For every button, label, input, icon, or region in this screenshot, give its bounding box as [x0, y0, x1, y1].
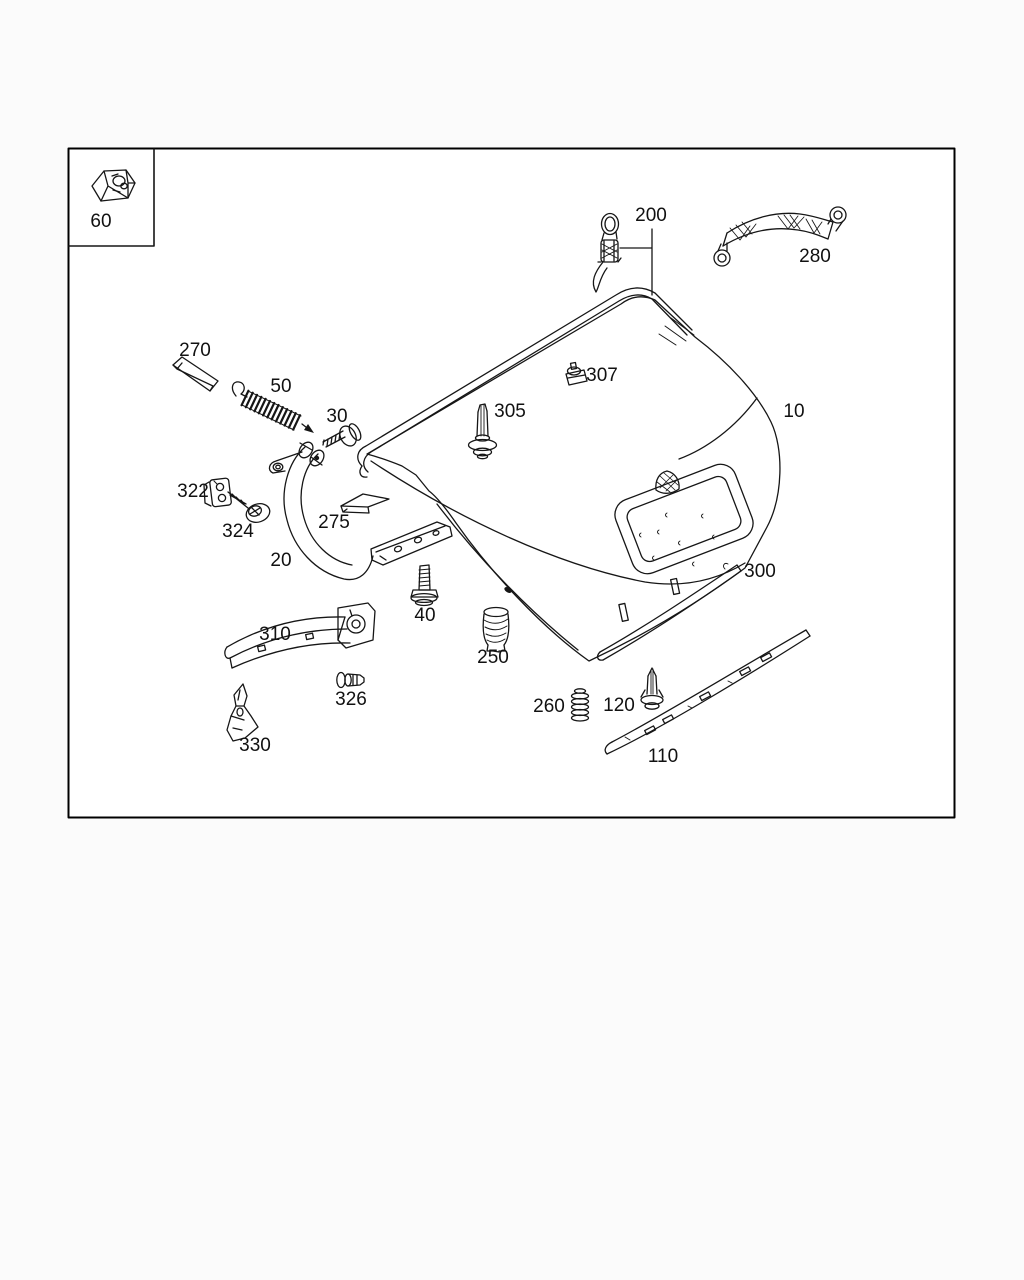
part-label-324[interactable]: 324: [222, 521, 254, 542]
part-label-305[interactable]: 305: [494, 401, 526, 422]
part-label-60[interactable]: 60: [90, 211, 112, 232]
part-label-322[interactable]: 322: [177, 481, 209, 502]
part-label-326[interactable]: 326: [335, 689, 367, 710]
part-label-250[interactable]: 250: [477, 647, 509, 668]
part-label-260[interactable]: 260: [533, 696, 565, 717]
part-label-40[interactable]: 40: [414, 605, 436, 626]
part-label-20[interactable]: 20: [270, 550, 292, 571]
part-label-275[interactable]: 275: [318, 512, 350, 533]
part-label-10[interactable]: 10: [783, 401, 805, 422]
part-label-270[interactable]: 270: [179, 340, 211, 361]
part-label-300[interactable]: 300: [744, 561, 776, 582]
part-label-110[interactable]: 110: [647, 746, 679, 767]
part-label-200[interactable]: 200: [635, 205, 667, 226]
part-label-330[interactable]: 330: [239, 735, 271, 756]
part-label-310[interactable]: 310: [259, 624, 291, 645]
part-label-120[interactable]: 120: [603, 695, 635, 716]
part-label-50[interactable]: 50: [270, 376, 292, 397]
part-label-280[interactable]: 280: [799, 246, 831, 267]
part-label-30[interactable]: 30: [326, 406, 348, 427]
part-label-307[interactable]: 307: [586, 365, 618, 386]
